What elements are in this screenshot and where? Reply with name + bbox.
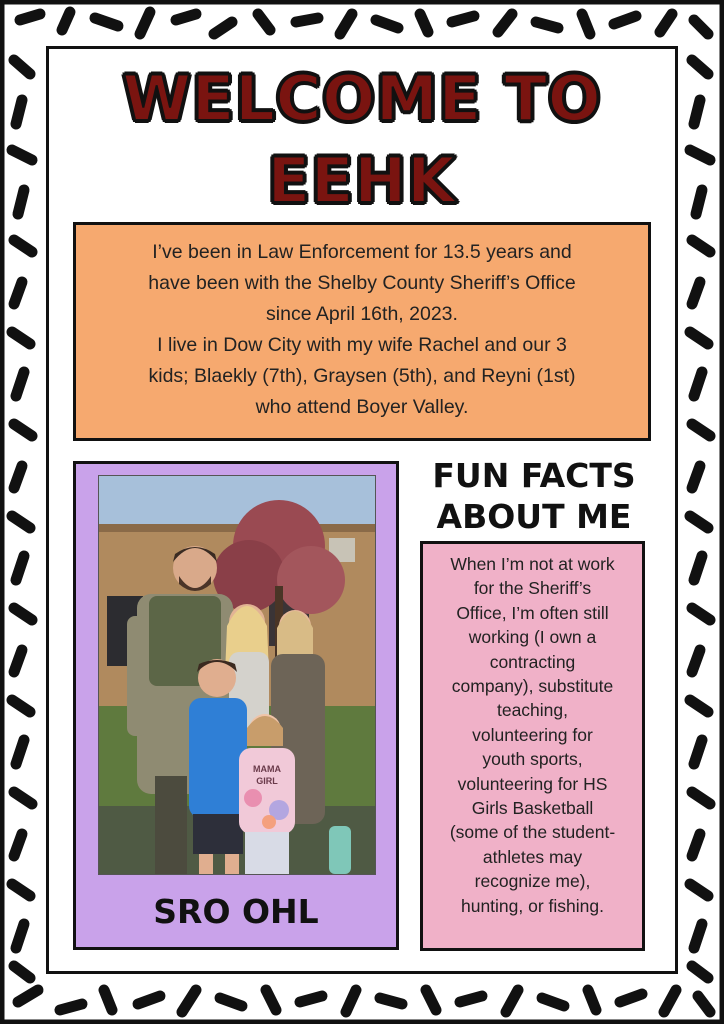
fun-fact-line: company), substitute [451, 676, 614, 697]
fun-fact-line: recognize me), [474, 871, 591, 892]
poster-title [46, 58, 678, 222]
fun-fact-line: contracting [489, 651, 576, 672]
fun-fact-line: volunteering for HS [457, 773, 608, 794]
family-photo-illustration [99, 476, 375, 874]
fun-facts-heading-line-1: FUN FACTS [432, 456, 636, 495]
intro-line: I’ve been in Law Enforcement for 13.5 years and [152, 241, 572, 263]
fun-fact-line: for the Sheriff’s [473, 578, 592, 599]
intro-text-box [73, 222, 651, 441]
intro-line: kids; Blaekly (7th), Graysen (5th), and Reyni (1st) [148, 365, 576, 387]
fun-facts-heading-line-2: ABOUT ME [436, 497, 632, 536]
photo-caption-name: SRO OHL [153, 892, 319, 931]
fun-fact-line: youth sports, [482, 749, 583, 770]
title-line-2: EEHK [267, 144, 457, 217]
fun-fact-line: volunteering for [472, 724, 593, 745]
fun-facts-text-box [420, 541, 645, 951]
fun-fact-line: athletes may [482, 846, 583, 867]
shirt-text-1: MAMA [253, 764, 281, 774]
intro-line: who attend Boyer Valley. [255, 396, 469, 418]
title-line-1: WELCOME TO [122, 62, 602, 135]
fun-fact-line: teaching, [496, 700, 569, 721]
fun-fact-line: working (I own a [468, 627, 597, 648]
fun-fact-line: (some of the student- [449, 822, 616, 843]
family-photo [98, 475, 376, 875]
intro-line: since April 16th, 2023. [266, 303, 458, 325]
fun-fact-line: When I’m not at work [450, 554, 615, 574]
fun-facts-heading [412, 455, 656, 537]
intro-line: I live in Dow City with my wife Rachel and our 3 [157, 334, 567, 356]
fun-fact-line: Office, I’m often still [456, 602, 609, 623]
shirt-text-2: GIRL [256, 776, 278, 786]
fun-fact-line: hunting, or fishing. [460, 895, 604, 916]
family-photo-card [73, 461, 399, 950]
intro-line: have been with the Shelby County Sheriff’s Office [148, 272, 576, 294]
fun-fact-line: Girls Basketball [471, 798, 594, 819]
